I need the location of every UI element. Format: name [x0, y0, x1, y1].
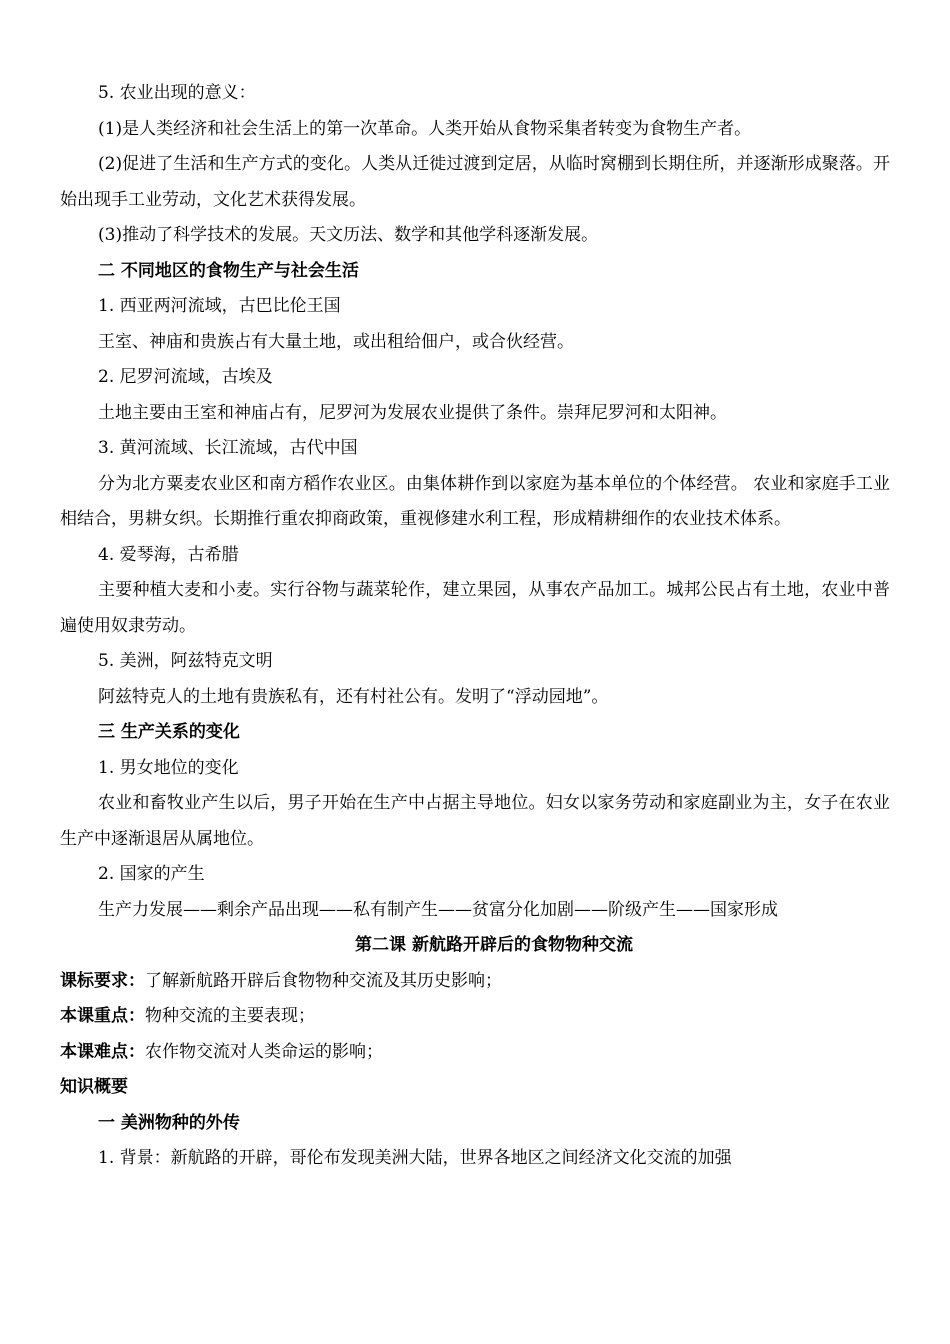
lesson-difficulty-line: [60, 1035, 890, 1071]
lesson-focus-label: 本课重点：: [60, 1006, 145, 1026]
paragraph-lifestyle-change: (2)促进了生活和生产方式的变化。人类从迁徙过渡到定居，从临时窝棚到长期住所，并逐渐形成聚落。开始出现手工业劳动，文化艺术获得发展。: [60, 154, 890, 210]
paragraph-aztec: 阿兹特克人的土地有贵族私有，还有村社公有。发明了“浮动园地”。: [98, 686, 609, 707]
lesson-focus-text: 物种交流的主要表现；: [145, 1006, 315, 1026]
subheading-aztec: 5. 美洲，阿兹特克文明: [98, 651, 273, 671]
curriculum-standard-line: [60, 964, 890, 1000]
knowledge-overview-heading: 知识概要: [60, 1077, 128, 1097]
curriculum-standard-label: 课标要求：: [60, 970, 145, 991]
paragraph-science-progress: (3)推动了科学技术的发展。天文历法、数学和其他学科逐渐发展。: [98, 225, 599, 245]
subheading-china: 3. 黄河流域、长江流域，古代中国: [98, 438, 358, 458]
subheading-state-origin: 2. 国家的产生: [98, 864, 205, 884]
curriculum-standard-text: 了解新航路开辟后食物物种交流及其历史影响；: [145, 970, 502, 991]
paragraph-nile: 土地主要由王室和神庙占有，尼罗河为发展农业提供了条件。崇拜尼罗河和太阳神。: [98, 402, 727, 423]
section-heading-relations: 三 生产关系的变化: [98, 722, 240, 742]
heading-agriculture-significance: 5. 农业出现的意义：: [98, 83, 256, 103]
lesson-title: 第二课 新航路开辟后的食物物种交流: [355, 935, 633, 955]
paragraph-china: 分为北方粟麦农业区和南方稻作农业区。由集体耕作到以家庭为基本单位的个体经营。 农业和家庭手工业相结合，男耕女织。长期推行重农抑商政策，重视修建水利工程，形成精耕细作的农业技术体系。: [60, 473, 890, 529]
subheading-greece: 4. 爱琴海，古希腊: [98, 544, 239, 565]
lesson-focus-line: [60, 999, 890, 1035]
paragraph-state-origin: 生产力发展——剩余产品出现——私有制产生——贫富分化加剧——阶级产生——国家形成: [98, 899, 778, 920]
subheading-mesopotamia: 1. 西亚两河流域，古巴比伦王国: [98, 296, 341, 316]
paragraph-first-revolution: (1)是人类经济和社会生活上的第一次革命。人类开始从食物采集者转变为食物生产者。: [98, 118, 752, 139]
paragraph-background: 1. 背景：新航路的开辟，哥伦布发现美洲大陆，世界各地区之间经济文化交流的加强: [98, 1148, 732, 1168]
subheading-gender-status: 1. 男女地位的变化: [98, 757, 239, 778]
lesson-difficulty-label: 本课难点：: [60, 1041, 145, 1062]
paragraph-gender-status: 农业和畜牧业产生以后，男子开始在生产中占据主导地位。妇女以家务劳动和家庭副业为主，女子在农业生产中逐渐退居从属地位。: [60, 793, 890, 849]
subheading-nile: 2. 尼罗河流域，古埃及: [98, 367, 273, 387]
paragraph-mesopotamia: 王室、神庙和贵族占有大量土地，或出租给佃户，或合伙经营。: [98, 331, 574, 352]
document-page: [60, 76, 890, 1177]
lesson-difficulty-text: 农作物交流对人类命运的影响；: [145, 1041, 383, 1062]
section-heading-regions: 二 不同地区的食物生产与社会生活: [98, 260, 359, 281]
section-heading-american-species: 一 美洲物种的外传: [98, 1112, 240, 1133]
paragraph-greece: 主要种植大麦和小麦。实行谷物与蔬菜轮作，建立果园，从事农产品加工。城邦公民占有土地，农业中普遍使用奴隶劳动。: [60, 580, 890, 636]
